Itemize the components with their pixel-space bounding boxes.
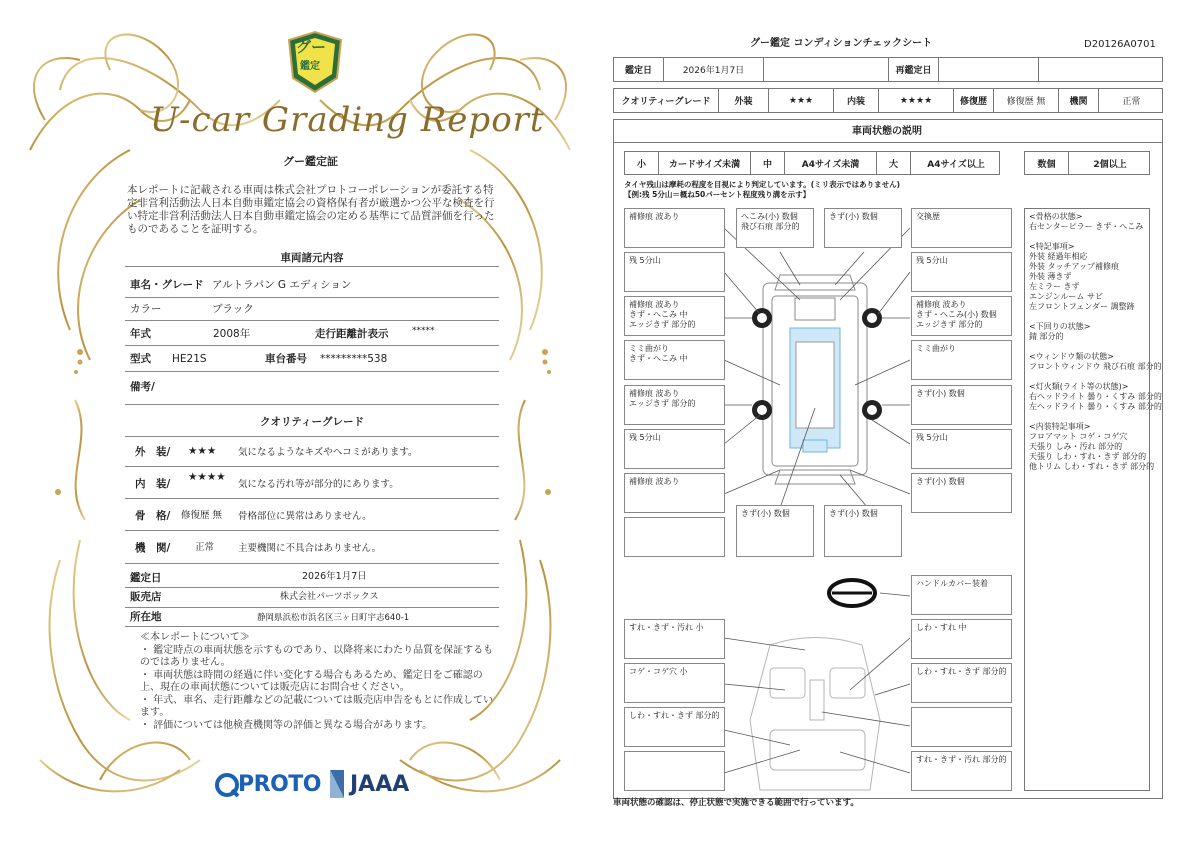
memo-box [624, 296, 725, 336]
memo-box [911, 663, 1012, 703]
memo-box [911, 208, 1012, 248]
note-item: ・ 年式、車名、走行距離などの記載については販売店申告をもとに作成しています。 [140, 694, 493, 718]
memo-box [736, 208, 814, 248]
special-note-line: <灯火類(ライト等の状態)> [1029, 382, 1129, 391]
special-note-line [1029, 232, 1162, 242]
engine-label: 機関 [1059, 89, 1099, 112]
frame-label: 骨 格/ [135, 510, 171, 522]
year-value: 2008年 [213, 328, 251, 340]
memo-box [624, 208, 725, 248]
date-label: 鑑定日 [614, 58, 664, 81]
legend-small: 小 [625, 152, 659, 174]
special-note-line: フロントウィンドウ 飛び石痕 部分的 [1029, 362, 1162, 371]
special-note-line: <ウィンドウ類の状態> [1029, 352, 1114, 361]
special-note-line: 右ヘッドライト 曇り・くすみ 部分的 [1029, 392, 1162, 401]
car-name: アルトラパン G エディション [212, 279, 352, 291]
memo-text: 補修痕 波あり きず・へこみ 中 エッジきず 部分的 [629, 300, 696, 329]
divider [125, 530, 499, 531]
memo-text: きず(小) 数個 [741, 509, 790, 518]
memo-text: しわ・すれ・きず 部分的 [629, 711, 720, 720]
memo-text: しわ・すれ 中 [916, 623, 967, 632]
memo-box [624, 340, 725, 380]
notes-title: ≪本レポートについて≫ [140, 632, 250, 643]
sheet-title: グー鑑定 コンディションチェックシート [750, 38, 933, 49]
divider [125, 466, 499, 467]
special-note-line: 他トリム しわ・すれ・きず 部分的 [1029, 462, 1155, 471]
special-note-line: 外装 薄きず [1029, 272, 1072, 281]
memo-text: 交換歴 [916, 212, 940, 221]
color-label: カラー [130, 303, 162, 315]
special-note-line: <内装特記事項> [1029, 422, 1091, 431]
memo-box [911, 429, 1012, 469]
memo-box [911, 252, 1012, 292]
memo-box [624, 707, 725, 747]
memo-text: きず(小) 数個 [829, 212, 878, 221]
count-value: 2個以上 [1093, 159, 1127, 170]
memo-box [911, 619, 1012, 659]
memo-box [911, 473, 1012, 513]
remarks-label: 備考/ [130, 381, 155, 393]
int-label: 内装 [834, 89, 879, 112]
memo-box [736, 505, 814, 557]
memo-text: コゲ・コゲ穴 小 [629, 667, 688, 676]
frame-value: 修復歴 無 [181, 510, 223, 521]
divider [125, 607, 499, 608]
memo-text: 補修痕 波あり きず・へこみ(小) 数個 エッジきず 部分的 [916, 300, 997, 329]
footer-note: 車両状態の確認は、停止状態で実施できる範囲で行っています。 [613, 798, 859, 808]
divider [125, 587, 499, 588]
special-note-line: 左ヘッドライト 曇り・くすみ 部分的 [1029, 402, 1162, 411]
engine-value: 正常 [1122, 97, 1141, 107]
count-label: 数個 [1025, 152, 1069, 174]
divider [125, 345, 499, 346]
memo-text: 残 5分山 [916, 433, 948, 442]
memo-text: きず(小) 数個 [916, 477, 965, 486]
divider [125, 320, 499, 321]
note-item: ・ 鑑定時点の車両状態を示すものであり、以降将来にわたり品質を保証するものではありません。 [140, 644, 494, 668]
int-stars: ★★★★ [879, 89, 954, 112]
special-notes-list [1029, 212, 1162, 472]
repair-label: 修復歴 [954, 89, 994, 112]
special-note-line: 左フロントフェンダー 調整跡 [1029, 302, 1135, 311]
interior-stars: ★★★★ [188, 471, 226, 483]
divider [125, 436, 499, 437]
brand-proto: PROTO [238, 772, 321, 797]
tire-example: 【例:残 5分山＝概ね50パーセント程度残り溝を示す】 [624, 190, 811, 199]
special-note-line: 右センターピラー きず・へこみ [1029, 222, 1144, 231]
memo-box [624, 751, 725, 791]
memo-text: 補修痕 波あり [629, 477, 680, 486]
memo-box [624, 252, 725, 292]
memo-box [824, 208, 902, 248]
divider [125, 563, 499, 564]
special-note-line: <下回りの状態> [1029, 322, 1091, 331]
memo-text: 補修痕 波あり エッジきず 部分的 [629, 389, 696, 408]
divider [125, 404, 499, 405]
special-note-line [1029, 342, 1162, 352]
special-note-line: <特記事項> [1029, 242, 1075, 251]
special-note-line: 外装 タッチアップ補修痕 [1029, 262, 1119, 271]
jaaa-logo-icon [326, 768, 348, 800]
interior-label: 内 装/ [135, 478, 171, 490]
date-label: 鑑定日 [130, 572, 162, 584]
address-value: 静岡県浜松市浜名区三ヶ日町宇志640-1 [257, 613, 410, 623]
exterior-stars: ★★★ [188, 445, 217, 457]
proto-logo-icon [214, 772, 240, 798]
memo-text: 残 5分山 [629, 433, 661, 442]
divider [125, 498, 499, 499]
note-item: ・ 車両状態は時間の経過に伴い変化する場合もあるため、鑑定日をご確認の上、現在の車両状態については販売店にお問合せください。 [140, 669, 483, 693]
memo-text: すれ・きず・汚れ 小 [629, 623, 704, 632]
ext-stars: ★★★ [769, 89, 834, 112]
engine-label: 機 関/ [135, 542, 171, 554]
model-value: HE21S [172, 353, 207, 365]
legend-large-desc: A4サイズ以上 [927, 159, 985, 170]
memo-box [624, 385, 725, 425]
special-note-line: フロアマット コゲ・コゲ穴 [1029, 432, 1128, 441]
mileage-label: 走行距離計表示 [315, 328, 389, 340]
special-notes-box [1024, 208, 1162, 791]
memo-text: 残 5分山 [916, 256, 948, 265]
special-note-line [1029, 312, 1162, 322]
color-value: ブラック [212, 303, 254, 315]
note-item: ・ 評価については他検査機関等の評価と異なる場合があります。 [140, 719, 433, 731]
ext-label: 外装 [719, 89, 769, 112]
memo-text: 補修痕 波あり [629, 212, 680, 221]
special-note-line: エンジンルーム サビ [1029, 292, 1103, 301]
memo-box [624, 473, 725, 513]
dealer-value: 株式会社パーツボックス [280, 592, 379, 602]
chassis-value: *********538 [320, 353, 388, 365]
engine-value: 正常 [195, 542, 215, 553]
legend-medium: 中 [751, 152, 785, 174]
special-note-line: 天張り しみ・汚れ 部分的 [1029, 442, 1123, 451]
divider [125, 266, 499, 267]
memo-box [911, 751, 1012, 791]
special-note-line: 天張り しわ・すれ・きず 部分的 [1029, 452, 1147, 461]
special-note-line: <骨格の状態> [1029, 212, 1083, 221]
script-title: U-car Grading Report [150, 100, 545, 140]
dealer-label: 販売店 [130, 591, 162, 603]
interior-text: 気になる汚れ等が部分的にあります。 [238, 479, 399, 490]
date-value: 2026年1月7日 [664, 58, 764, 81]
memo-text: ミミ曲がり [916, 344, 956, 353]
mileage-value: ***** [412, 326, 435, 336]
legend-small-desc: カードサイズ未満 [659, 152, 751, 174]
model-label: 型式 [130, 353, 151, 365]
memo-box [911, 385, 1012, 425]
cert-title: グー鑑定証 [283, 155, 338, 168]
memo-box [624, 517, 725, 557]
memo-text: ミミ曲がり きず・へこみ 中 [629, 344, 688, 363]
condition-check-sheet [600, 0, 1200, 848]
legend-medium-desc: A4サイズ未満 [785, 152, 877, 174]
date-value: 2026年1月7日 [302, 571, 367, 582]
memo-text: ハンドルカバー装着 [916, 579, 988, 588]
year-label: 年式 [130, 328, 151, 340]
brand-jaaa: JAAA [350, 772, 410, 797]
memo-text: きず(小) 数個 [916, 389, 965, 398]
special-note-line: 外装 経過年相応 [1029, 252, 1088, 261]
cert-text: 本レポートに記載される車両は株式会社プロトコーポレーションが委託する特定非営利活動法人日本自動車鑑定協会の資格保有者が厳選かつ公平な検査を行い特定非営利活動法人日本自動車鑑定協会の定める基準にて品質評価を行ったものであることを証明する。 [127, 184, 495, 235]
memo-text: 残 5分山 [629, 256, 661, 265]
exterior-text: 気になるようなキズやヘコミがあります。 [238, 447, 418, 458]
memo-box [624, 663, 725, 703]
memo-box [911, 575, 1012, 615]
address-label: 所在地 [130, 611, 162, 623]
chassis-label: 車台番号 [265, 353, 307, 365]
quality-title: クオリティーグレード [260, 416, 364, 428]
tire-note: タイヤ残山は摩耗の程度を目視により判定しています。(ミリ表示ではありません) [624, 180, 901, 189]
exterior-label: 外 装/ [135, 446, 171, 458]
engine-text: 主要機関に不具合はありません。 [238, 543, 382, 554]
memo-box [824, 505, 902, 557]
memo-text: すれ・きず・汚れ 部分的 [916, 755, 1007, 764]
logo-bottom-text: 鑑定 [300, 61, 320, 72]
memo-text: へこみ(小) 数個 飛び石痕 部分的 [741, 212, 800, 231]
memo-box [624, 619, 725, 659]
memo-text: きず(小) 数個 [829, 509, 878, 518]
special-note-line [1029, 372, 1162, 382]
divider [125, 297, 499, 298]
legend-large: 大 [877, 152, 911, 174]
frame-text: 骨格部位に異常はありません。 [238, 511, 372, 522]
logo-top-text: グー [296, 38, 327, 56]
special-note-line [1029, 412, 1162, 422]
car-name-label: 車名・グレード [130, 279, 204, 291]
memo-box [911, 340, 1012, 380]
quality-label: クオリティーグレード [614, 89, 719, 112]
special-note-line: 左ミラー きず [1029, 282, 1080, 291]
memo-box [911, 707, 1012, 747]
memo-text: しわ・すれ・きず 部分的 [916, 667, 1007, 676]
divider [125, 371, 499, 372]
memo-box [911, 296, 1012, 336]
doc-id: D20126A0701 [1084, 39, 1156, 50]
spec-title: 車両諸元内容 [280, 252, 344, 264]
redate-label: 再鑑定日 [889, 58, 939, 81]
repair-value: 修復歴 無 [994, 89, 1059, 112]
memo-box [624, 429, 725, 469]
divider [125, 626, 499, 627]
special-note-line: 錆 部分的 [1029, 332, 1064, 341]
desc-title: 車両状態の説明 [852, 126, 922, 137]
notes-block [140, 632, 500, 732]
